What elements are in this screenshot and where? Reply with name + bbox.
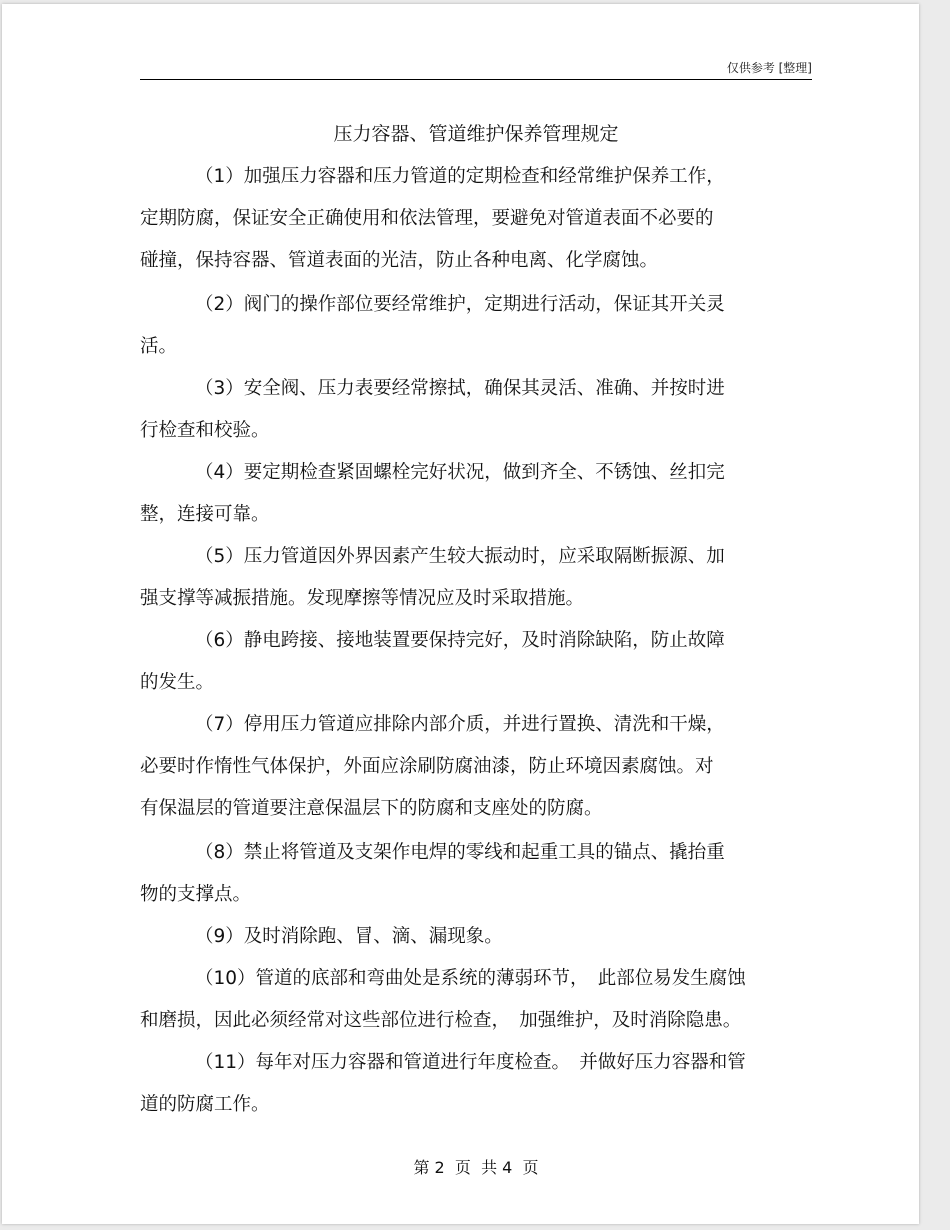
- paragraph-line: （11）每年对压力容器和管道进行年度检查。 并做好压力容器和管: [195, 1052, 746, 1073]
- paragraph-line: 和磨损，因此必须经常对这些部位进行检查， 加强维护，及时消除隐患。: [140, 1010, 742, 1031]
- paragraph-line: 道的防腐工作。: [140, 1094, 270, 1115]
- page-number-footer: 第 2 页 共 4 页: [413, 1158, 539, 1177]
- paragraph-line: （3）安全阀、压力表要经常擦拭，确保其灵活、准确、并按时进: [195, 378, 725, 399]
- paragraph-line: 必要时作惰性气体保护，外面应涂刷防腐油漆，防止环境因素腐蚀。对: [140, 756, 714, 777]
- paragraph-line: 的发生。: [140, 672, 215, 693]
- paragraph-line: （6）静电跨接、接地装置要保持完好，及时消除缺陷，防止故障: [195, 630, 725, 651]
- paragraph-line: （5）压力管道因外界因素产生较大振动时，应采取隔断振源、加: [195, 546, 725, 567]
- paragraph-9: [140, 916, 812, 958]
- paragraph-line: 活。: [140, 336, 178, 357]
- paragraph-line: 物的支撑点。: [140, 884, 252, 905]
- paragraph-7: [140, 704, 812, 830]
- paragraph-11: [140, 1042, 812, 1126]
- paragraph-line: 定期防腐，保证安全正确使用和依法管理，要避免对管道表面不必要的: [140, 208, 714, 229]
- paragraph-line: 碰撞，保持容器、管道表面的光洁，防止各种电离、化学腐蚀。: [140, 250, 659, 271]
- paragraph-line: （9）及时消除跑、冒、滴、漏现象。: [195, 926, 503, 947]
- document-title: 压力容器、管道维护保养管理规定: [333, 123, 619, 145]
- paragraph-line: （10）管道的底部和弯曲处是系统的薄弱环节， 此部位易发生腐蚀: [195, 968, 746, 989]
- paragraph-line: （2）阀门的操作部位要经常维护，定期进行活动，保证其开关灵: [195, 294, 725, 315]
- paragraph-line: 有保温层的管道要注意保温层下的防腐和支座处的防腐。: [140, 798, 603, 819]
- paragraph-line: （1）加强压力容器和压力管道的定期检查和经常维护保养工作，: [195, 166, 725, 187]
- paragraph-1: [140, 156, 812, 282]
- paragraph-line: （4）要定期检查紧固螺栓完好状况，做到齐全、不锈蚀、丝扣完: [195, 462, 725, 483]
- paragraph-5: [140, 536, 812, 620]
- header-divider: [140, 79, 812, 80]
- paragraph-8: [140, 832, 812, 916]
- paragraph-line: 强支撑等减振措施。发现摩擦等情况应及时采取措施。: [140, 588, 585, 609]
- paragraph-line: 整，连接可靠。: [140, 504, 270, 525]
- paragraph-10: [140, 958, 812, 1042]
- paragraph-3: [140, 368, 812, 452]
- paragraph-6: [140, 620, 812, 704]
- paragraph-2: [140, 284, 812, 368]
- header-note: 仅供参考 [整理]: [726, 61, 812, 75]
- paragraph-line: （7）停用压力管道应排除内部介质，并进行置换、清洗和干燥，: [195, 714, 725, 735]
- paragraph-line: （8）禁止将管道及支架作电焊的零线和起重工具的锚点、撬抬重: [195, 842, 725, 863]
- paragraph-line: 行检查和校验。: [140, 420, 270, 441]
- document-page: [2, 4, 919, 1224]
- paragraph-4: [140, 452, 812, 536]
